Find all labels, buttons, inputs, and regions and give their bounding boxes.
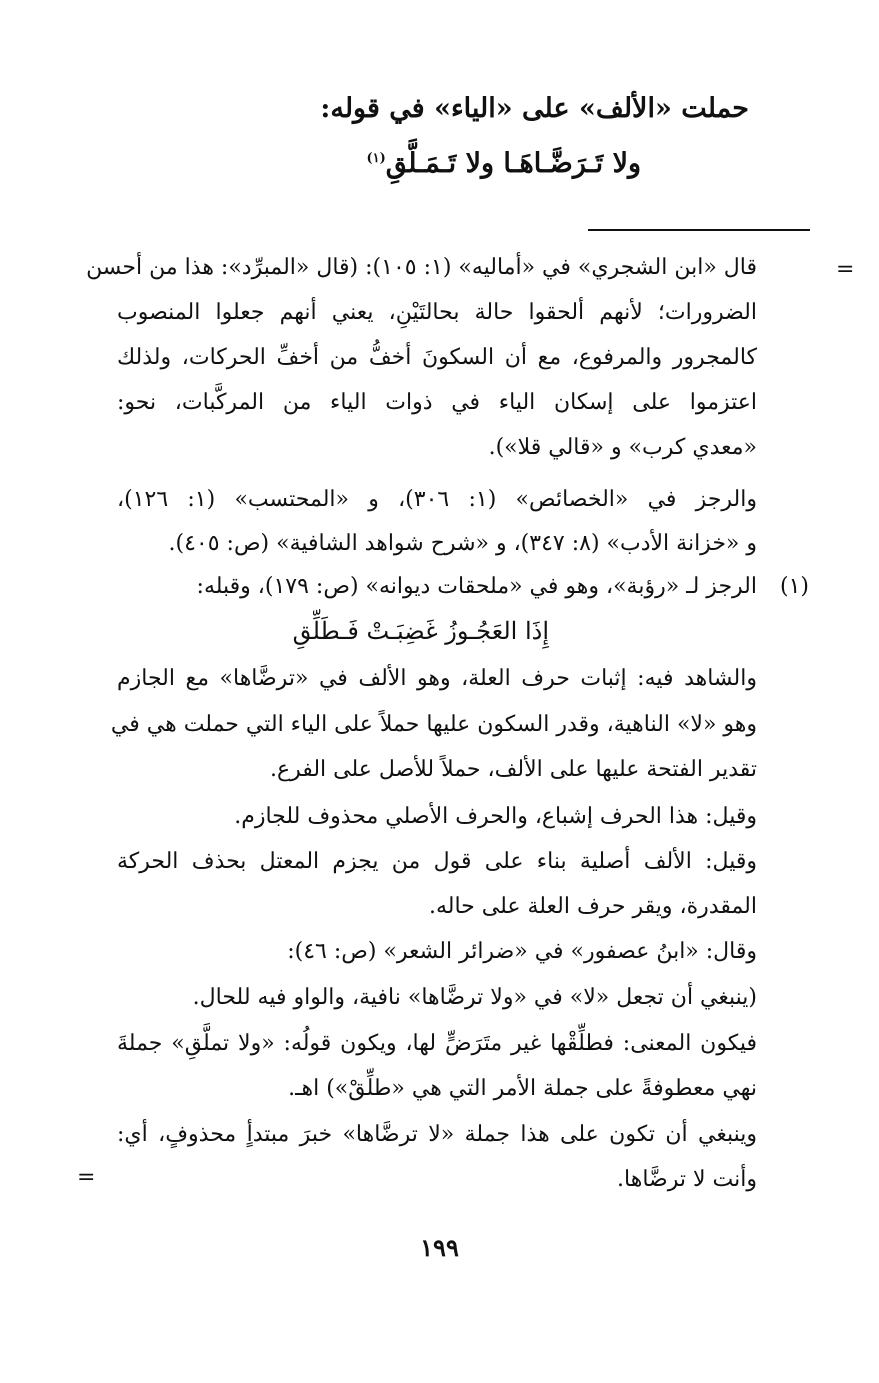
footnote-line: المقدرة، ويقر حرف العلة على حاله.: [428, 894, 757, 919]
continuation-mark-bottom: =: [77, 1165, 96, 1190]
footnote-line: فيكون المعنى: فطلِّقْها غير متَرَضٍّ لها، ويكون قولُه: «ولا تملَّقِ» جملةَ: [117, 1031, 757, 1056]
footnote-line: الرجز لـ «رؤبة»، وهو في «ملحقات ديوانه» (ص: ١٧٩)، وقبله:: [196, 574, 757, 599]
footnote-separator: [588, 229, 810, 231]
verse-text: ولا تَـرَضَّـاهَـا ولا تَـمَـلَّقِ: [385, 148, 641, 179]
footnote-line: تقدير الفتحة عليها على الألف، حملاً للأصل على الفرع.: [269, 757, 757, 782]
verse-line: [366, 142, 641, 181]
footnote-line: وهو «لا» الناهية، وقدر السكون عليها حملاً على الياء التي حملت هي في: [110, 712, 757, 737]
footnote-line: كالمجرور والمرفوع، مع أن السكونَ أخفُّ من أخفِّ الحركات، ولذلك: [117, 345, 757, 370]
footnote-line: والشاهد فيه: إثبات حرف العلة، وهو الألف في «ترضَّاها» مع الجازم: [117, 666, 757, 691]
footnote-number: (١): [779, 574, 809, 599]
footnote-line: وقيل: الألف أصلية بناء على قول من يجزم المعتل بحذف الحركة: [117, 849, 757, 874]
footnote-line: نهي معطوفةً على جملة الأمر التي هي «طلِّقْ») اهـ.: [288, 1076, 757, 1101]
footnote-line: قال «ابن الشجري» في «أماليه» (١: ١٠٥): (قال «المبرِّد»: هذا من أحسن: [86, 255, 757, 280]
footnote-line: «معدي كرب» و «قالي قلا»).: [488, 435, 757, 460]
footnote-line: وقال: «ابنُ عصفور» في «ضرائر الشعر» (ص: ٤٦):: [287, 939, 757, 964]
footnote-line: وأنت لا ترضَّاها.: [617, 1167, 757, 1192]
footnote-line: اعتزموا على إسكان الياء في ذوات الياء من المركَّبات، نحو:: [117, 390, 757, 415]
footnote-line: وقيل: هذا الحرف إشباع، والحرف الأصلي محذوف للجازم.: [234, 804, 757, 829]
footnote-line: وينبغي أن تكون على هذا جملة «لا ترضَّاها» خبرَ مبتدأٍ محذوفٍ، أي:: [117, 1122, 757, 1147]
footnote-line: (ينبغي أن تجعل «لا» في «ولا ترضَّاها» نافية، والواو فيه للحال.: [192, 985, 757, 1010]
quoted-verse: إِذَا العَجُـوزُ غَضِبَـتْ فَـطَلِّقِ: [292, 617, 549, 645]
heading-line: حملت «الألف» على «الياء» في قوله:: [320, 93, 749, 124]
footnote-line: والرجز في «الخصائص» (١: ٣٠٦)، و «المحتسب» (١: ١٢٦)،: [117, 487, 757, 512]
continuation-mark-top: =: [836, 257, 855, 282]
footnote-line: و «خزانة الأدب» (٨: ٣٤٧)، و «شرح شواهد الشافية» (ص: ٤٠٥).: [168, 531, 757, 556]
footnote-line: الضرورات؛ لأنهم ألحقوا حالة بحالتَيْنِ، يعني أنهم جعلوا المنصوب: [117, 300, 757, 325]
footnote-ref: (١): [366, 151, 386, 166]
page-number: ١٩٩: [420, 1233, 459, 1262]
